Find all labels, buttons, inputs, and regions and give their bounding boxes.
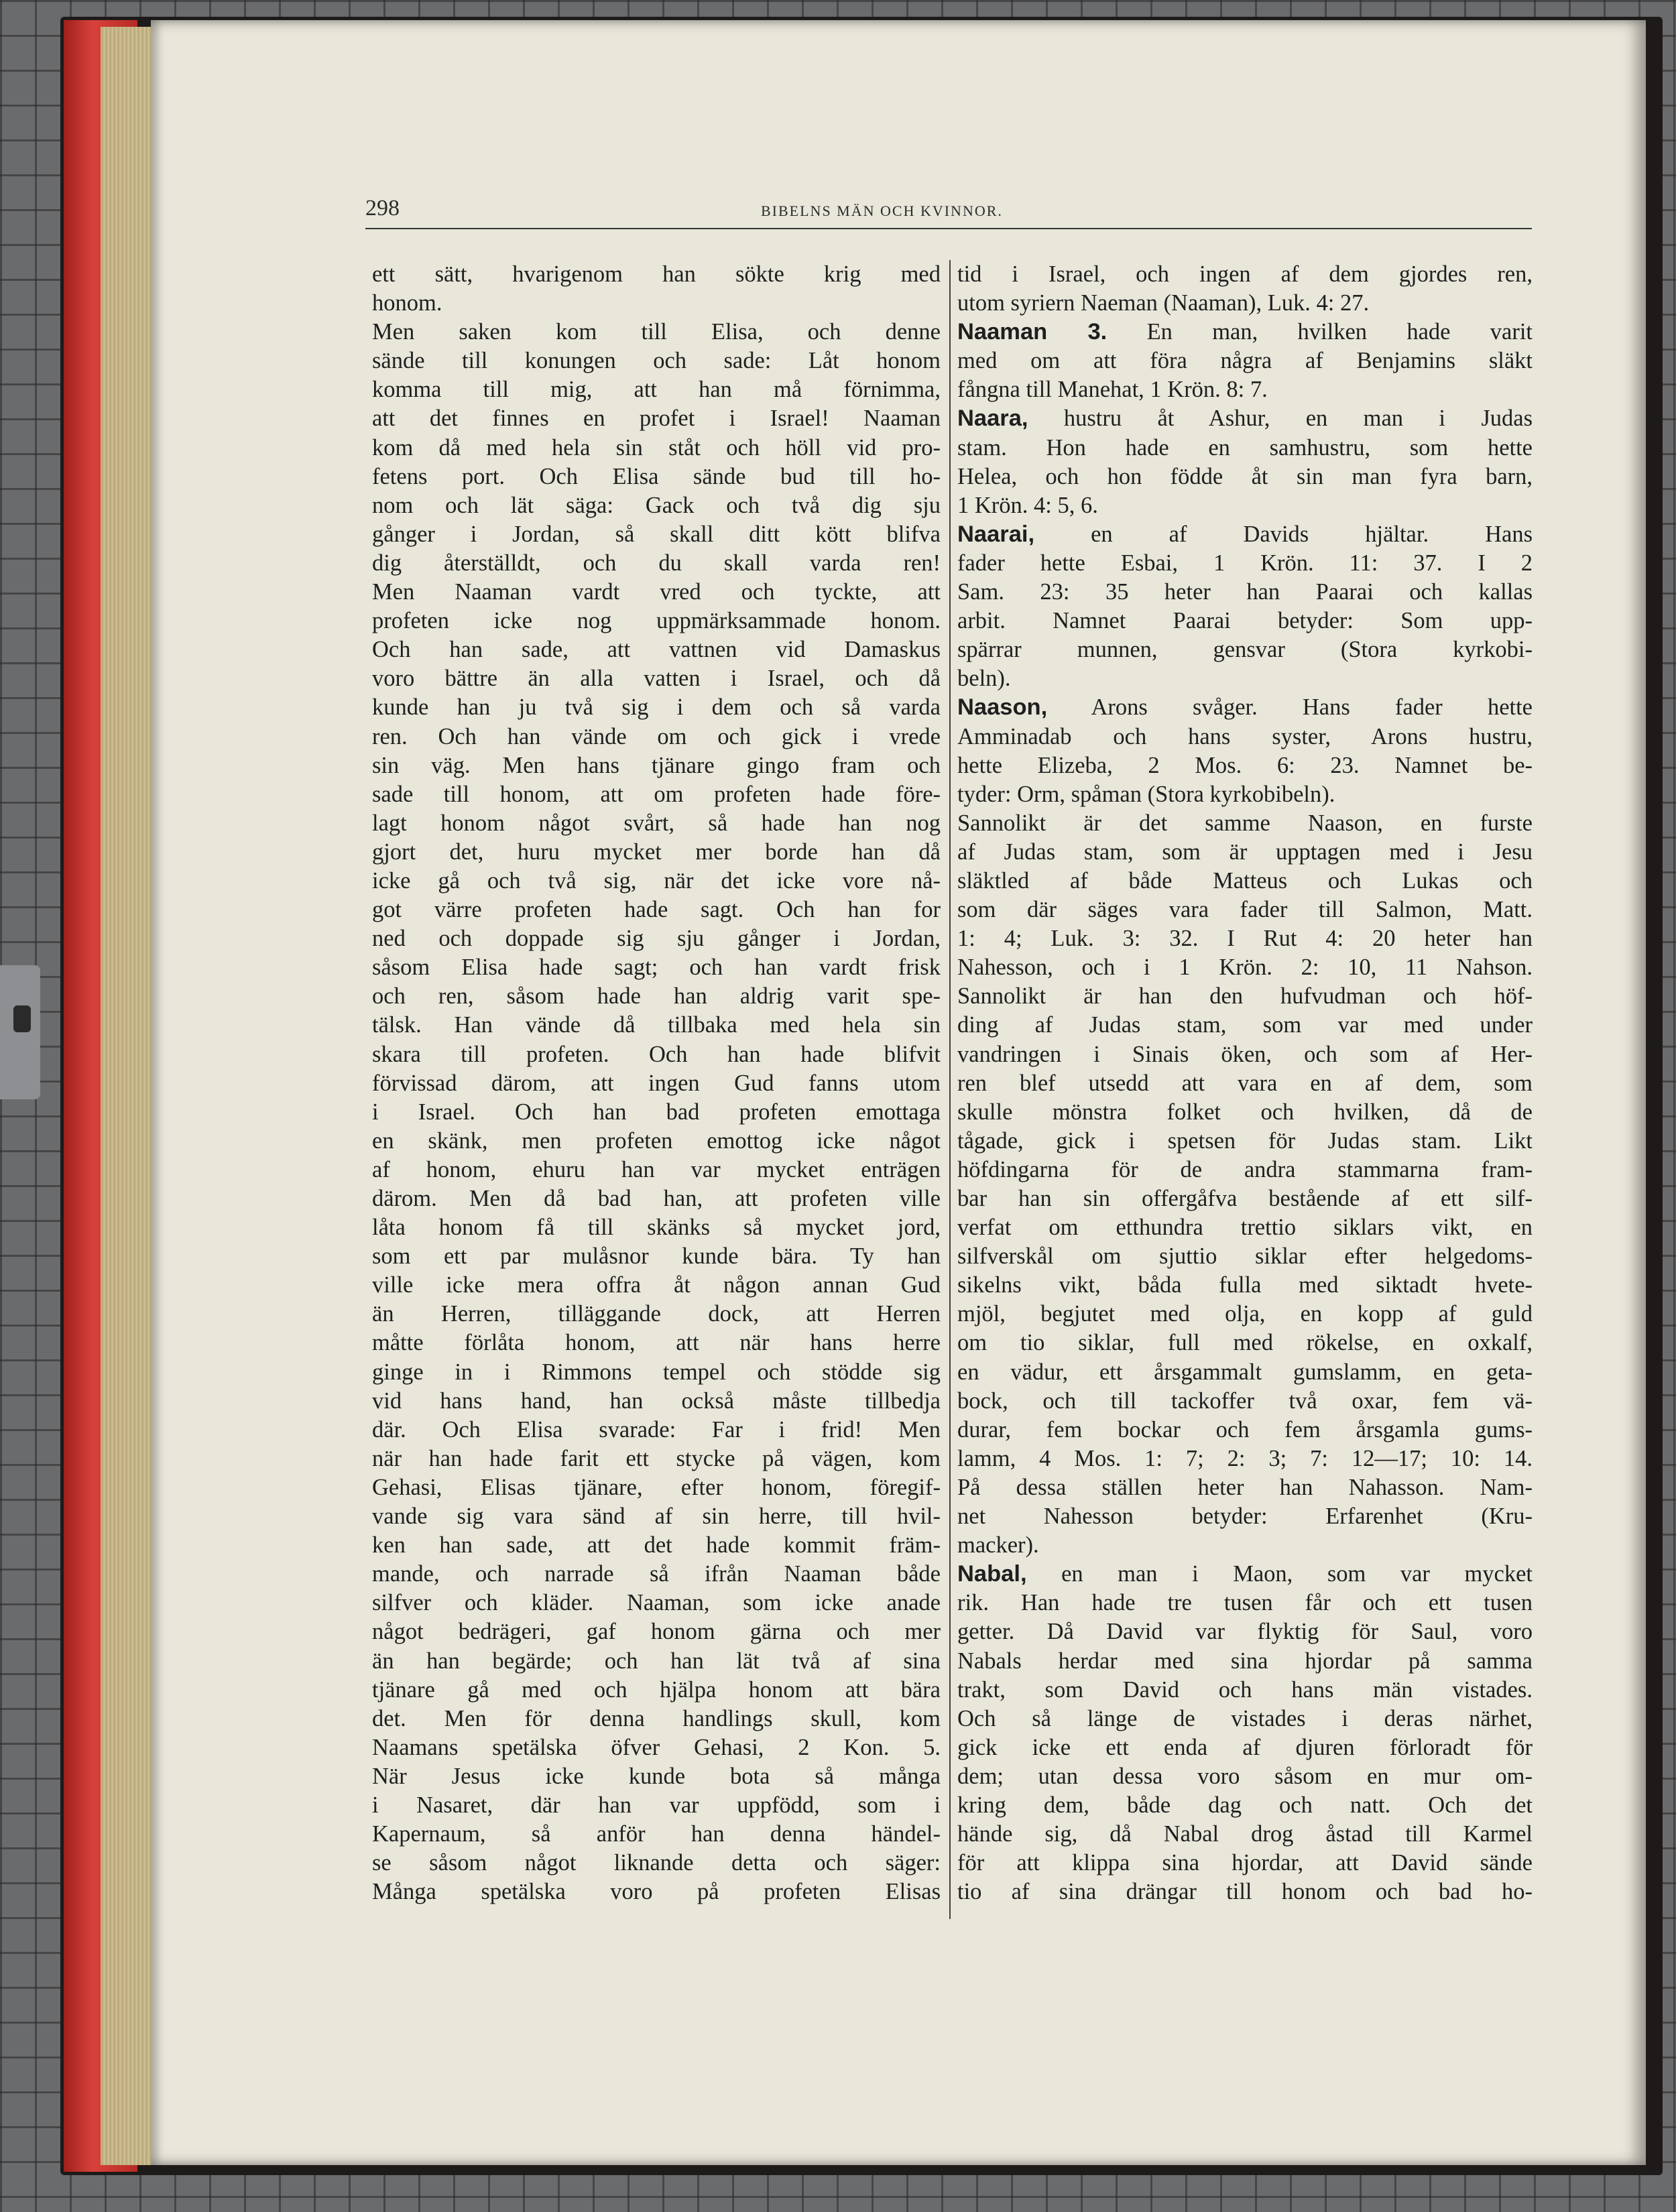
line-text: i Israel. Och han bad profeten emottaga [372,1099,941,1125]
line-text: sade till honom, att om profeten hade före- [372,781,941,807]
text-line [957,375,1533,404]
line-text: komma till mig, att han må förnimma, [372,377,941,403]
line-text: Sannolikt är det samme Naason, en furste [957,810,1533,836]
text-line [957,1329,1533,1357]
line-text: som ett par mulåsnor kunde bära. Ty han [372,1243,941,1270]
text-line [957,1733,1533,1762]
line-text: Nahesson, och i 1 Krön. 2: 10, 11 Nahson. [957,955,1533,981]
left-text-column [372,260,941,1906]
line-text: Amminadab och hans syster, Arons hustru, [957,723,1533,749]
line-text: att det finnes en profet i Israel! Naaman [372,406,941,432]
text-line [372,723,941,751]
line-text: det. Men för denna handlings skull, kom [372,1705,941,1731]
line-text: tälsk. Han vände då tillbaka med hela sin [372,1012,941,1038]
text-line [957,1473,1533,1502]
text-line [372,1676,941,1705]
text-line [957,404,1533,433]
text-line [957,924,1533,953]
line-text: i Nasaret, där han var uppfödd, som i [372,1792,941,1818]
text-line [372,1040,941,1069]
line-text: Men saken kom till Elisa, och denne [372,319,941,345]
line-text: Gehasi, Elisas tjänare, efter honom, föregif- [372,1474,941,1500]
line-text: Helea, och hon födde åt sin man fyra barn, [957,463,1533,489]
text-line [372,347,941,375]
page-header [365,196,1532,229]
line-text: tio af sina drängar till honom och bad ho- [957,1879,1533,1905]
text-line [372,1617,941,1646]
text-line [957,434,1533,463]
text-line [372,1387,941,1416]
text-line [372,1156,941,1184]
entry-headword: Naarai, [957,521,1035,547]
line-text: en vädur, ett årsgammalt gumslamm, en geta- [957,1359,1533,1385]
text-line [372,1329,941,1357]
text-line [957,953,1533,982]
text-line [372,463,941,491]
line-text: gick icke ett enda af djuren förloradt för [957,1734,1533,1760]
line-text: mjöl, begjutet med olja, en kopp af guld [957,1301,1533,1327]
line-text: Naamans spetälska öfver Gehasi, 2 Kon. 5. [372,1734,941,1760]
text-line [957,1502,1533,1531]
text-line [372,1416,941,1445]
line-text: skulle mönstra folket och hvilken, då de [957,1099,1533,1125]
line-text: gjort det, huru mycket mer borde han då [372,839,941,865]
text-line [957,520,1533,549]
text-line [372,318,941,347]
text-line [372,375,941,404]
text-line [957,1011,1533,1040]
text-line [372,1069,941,1098]
text-line [957,491,1533,520]
line-text: vid hans hand, han också måste tillbedja [372,1388,941,1414]
line-text: än han begärde; och han lät två af sina [372,1648,941,1674]
text-line [372,549,941,578]
text-line [372,751,941,780]
text-line [957,1416,1533,1445]
line-text: Och så länge de vistades i deras närhet, [957,1705,1533,1731]
line-text: durar, fem bockar och fem årsgamla gums- [957,1416,1533,1442]
text-line [957,1300,1533,1329]
line-text: ding af Judas stam, som var med under [957,1012,1533,1038]
line-text: sikelns vikt, båda fulla med siktadt hvete- [957,1272,1533,1298]
line-text: ren. Och han vände om och gick i vrede [372,723,941,749]
text-line [957,1878,1533,1906]
text-line [957,693,1533,722]
line-text: tågade, gick i spetsen för Judas stam. Likt [957,1127,1533,1154]
text-line [372,664,941,693]
line-text: utom syriern Naeman (Naaman), Luk. 4: 27. [957,290,1370,316]
line-text: silfver och kläder. Naaman, som icke anade [372,1590,941,1616]
line-text: därom. Men då bad han, att profeten ville [372,1186,941,1211]
text-line [372,867,941,896]
text-line [957,1676,1533,1705]
text-line [372,1271,941,1300]
line-text: låta honom få till skänks så mycket jord, [372,1215,941,1241]
line-text: kunde han ju två sig i dem och så varda [372,694,941,721]
line-text: hette Elizeba, 2 Mos. 6: 23. Namnet be- [957,752,1533,778]
line-text: sin väg. Men hans tjänare gingo fram och [372,752,941,778]
line-text: ville icke mera offra åt någon annan Gud [372,1272,941,1298]
line-text: ken han sade, att det hade kommit främ- [372,1532,941,1558]
line-text: en man i Maon, som var mycket [1026,1561,1533,1587]
line-text: af Judas stam, som är upptagen med i Jesu [957,839,1533,865]
line-text: dig återställdt, och du skall varda ren! [372,550,941,576]
text-line [957,838,1533,867]
page-edges [101,27,154,2165]
text-line [957,1184,1533,1213]
text-line [372,578,941,607]
text-line [957,260,1533,289]
line-text: såsom Elisa hade sagt; och han vardt frisk [372,955,941,981]
line-text: för att klippa sina hjordar, att David sände [957,1850,1533,1876]
text-line [372,1531,941,1560]
text-line [372,1878,941,1906]
line-text: hustru åt Ashur, en man i Judas [1028,406,1533,432]
line-text: vande sig vara sänd af sin herre, till hvil- [372,1503,941,1530]
entry-headword: Naara, [957,406,1028,432]
text-line [957,347,1533,375]
line-text: tid i Israel, och ingen af dem gjordes ren, [957,261,1533,287]
line-text: arbit. Namnet Paarai betyder: Som upp- [957,608,1533,634]
text-line [957,1849,1533,1878]
line-text: getter. Då David var flyktig för Saul, voro [957,1619,1533,1645]
line-text: profeten icke nog uppmärksammade honom. [372,608,941,634]
text-line [372,404,941,433]
text-line [372,1127,941,1156]
text-line [957,1213,1533,1242]
line-text: silfverskål om sjuttio siklar efter helgedoms- [957,1243,1533,1270]
text-line [372,780,941,809]
text-line [957,1040,1533,1069]
line-text: Kapernaum, så anför han denna händel- [372,1821,941,1847]
text-line [372,809,941,838]
text-line [957,607,1533,635]
line-text: som där säges vara fader till Salmon, Matt. [957,897,1533,923]
text-line [372,1011,941,1040]
text-line [957,318,1533,347]
line-text: och ren, såsom hade han aldrig varit spe- [372,983,941,1009]
running-title: BIBELNS MÄN OCH KVINNOR. [761,202,1003,219]
line-text: något bedrägeri, gaf honom gärna och mer [372,1619,941,1645]
text-line [957,1271,1533,1300]
entry-headword: Naason, [957,694,1048,721]
line-text: släktled af både Matteus och Lukas och [957,867,1533,894]
text-line [372,607,941,635]
text-line [957,1358,1533,1387]
text-line [957,982,1533,1011]
text-line [957,289,1533,318]
line-text: got värre profeten hade sagt. Och han for [372,897,941,923]
line-text: vandringen i Sinais öken, och som af Her- [957,1041,1533,1067]
line-text: lamm, 4 Mos. 1: 7; 2: 3; 7: 12—17; 10: 14. [957,1445,1533,1471]
text-line [372,1242,941,1271]
text-line [372,1733,941,1762]
text-line [372,260,941,289]
line-text: hände sig, då Nabal drog åstad till Karmel [957,1821,1533,1847]
line-text: En man, hvilken hade varit [1107,319,1533,345]
text-line [372,1300,941,1329]
text-line [957,1242,1533,1271]
text-line [957,1560,1533,1589]
line-text: net Nahesson betyder: Erfarenhet (Kru- [957,1503,1533,1530]
line-text: en skänk, men profeten emottog icke något [372,1127,941,1154]
text-line [957,1617,1533,1646]
line-text: ren blef utsedd att vara en af dem, som [957,1070,1533,1096]
text-line [957,1762,1533,1791]
text-line [372,1098,941,1127]
text-line [957,1531,1533,1560]
line-text: dem; utan dessa voro såsom en mur om- [957,1763,1533,1789]
line-text: spärrar munnen, gensvar (Stora kyrkobi- [957,637,1533,663]
text-line [372,635,941,664]
text-line [957,1156,1533,1184]
line-text: Sam. 23: 35 heter han Paarai och kallas [957,579,1533,605]
text-line [957,809,1533,838]
text-line [957,1705,1533,1733]
line-text: när han hade farit ett stycke på vägen, kom [372,1445,941,1471]
line-text: Och han sade, att vattnen vid Damaskus [372,637,941,663]
text-line [957,1069,1533,1098]
line-text: se såsom något liknande detta och säger: [372,1850,941,1876]
text-line [372,838,941,867]
line-text: kring dem, både dag och natt. Och det [957,1792,1533,1818]
line-text: 1: 4; Luk. 3: 32. I Rut 4: 20 heter han [957,926,1533,952]
line-text: skara till profeten. Och han hade blifvit [372,1041,941,1067]
line-text: trakt, som David och hans män vistades. [957,1676,1533,1703]
line-text: höfdingarna för de andra stammarna fram- [957,1156,1533,1182]
line-text: beln). [957,666,1011,692]
text-line [957,1098,1533,1127]
line-text: där. Och Elisa svarade: Far i frid! Men [372,1416,941,1442]
text-line [957,751,1533,780]
text-line [957,1647,1533,1676]
line-text: bar han sin offergåfva bestående af ett silf- [957,1186,1533,1211]
text-line [957,780,1533,809]
line-text: kom då med hela sin ståt och höll vid pro- [372,434,941,460]
text-line [372,693,941,722]
text-line [372,1791,941,1820]
text-line [957,1820,1533,1849]
text-line [372,1560,941,1589]
line-text: rik. Han hade tre tusen får och ett tusen [957,1590,1533,1616]
text-line [957,635,1533,664]
line-text: om tio siklar, full med rökelse, en oxkalf, [957,1330,1533,1356]
text-line [372,1762,941,1791]
line-text: en af Davids hjältar. Hans [1034,521,1533,547]
text-line [957,549,1533,578]
line-text: bock, och till tackoffer två oxar, fem vä- [957,1388,1533,1414]
line-text: voro bättre än alla vatten i Israel, och då [372,666,941,692]
text-line [372,491,941,520]
text-line [957,867,1533,896]
text-line [372,1213,941,1242]
text-line [957,664,1533,693]
text-line [372,1445,941,1473]
page-number: 298 [365,196,400,221]
text-line [372,896,941,924]
line-text: Många spetälska voro på profeten Elisas [372,1879,941,1905]
line-text: Sannolikt är han den hufvudman och höf- [957,983,1533,1009]
text-line [372,520,941,549]
line-text: af honom, ehuru han var mycket enträgen [372,1156,941,1182]
line-text: tjänare gå med och hjälpa honom att bära [372,1676,941,1703]
text-line [372,1589,941,1617]
text-line [372,1358,941,1387]
text-line [372,1849,941,1878]
column-divider [949,260,951,1919]
line-text: honom. [372,290,442,316]
text-line [957,1445,1533,1473]
line-text: fångna till Manehat, 1 Krön. 8: 7. [957,377,1268,403]
line-text: icke gå och två sig, när det icke vore nå- [372,867,941,894]
line-text: sände till konungen och sade: Låt honom [372,348,941,374]
line-text: lagt honom något svårt, så hade han nog [372,810,941,836]
text-line [957,1791,1533,1820]
line-text: måtte förlåta honom, att när hans herre [372,1330,941,1356]
entry-headword: Nabal, [957,1561,1027,1587]
right-text-column [957,260,1533,1906]
line-text: fader hette Esbai, 1 Krön. 11: 37. I 2 [957,550,1533,576]
text-line [372,289,941,318]
text-line [957,1589,1533,1617]
text-line [372,1820,941,1849]
line-text: verfat om etthundra trettio siklars vikt, en [957,1215,1533,1241]
text-line [957,578,1533,607]
text-line [372,434,941,463]
line-text: gånger i Jordan, så skall ditt kött blifva [372,521,941,547]
line-text: På dessa ställen heter han Nahasson. Nam- [957,1474,1533,1500]
text-line [372,1705,941,1733]
line-text: Nabals herdar med sina hjordar på samma [957,1648,1533,1674]
scanner-clip [0,965,40,1099]
line-text: När Jesus icke kunde bota så många [372,1763,941,1789]
line-text: Men Naaman vardt vred och tyckte, att [372,579,941,605]
text-line [372,953,941,982]
entry-headword: Naaman 3. [957,319,1108,345]
line-text: än Herren, tilläggande dock, att Herren [372,1301,941,1327]
text-line [372,1473,941,1502]
text-line [957,723,1533,751]
line-text: mande, och narrade så ifrån Naaman både [372,1561,941,1587]
text-line [957,896,1533,924]
line-text: förvissad därom, att ingen Gud fanns utom [372,1070,941,1096]
line-text: Arons svåger. Hans fader hette [1047,694,1533,721]
line-text: med om att föra några af Benjamins släkt [957,348,1533,374]
text-line [372,1647,941,1676]
line-text: fetens port. Och Elisa sände bud till ho- [372,463,941,489]
line-text: ginge in i Rimmons tempel och stödde sig [372,1359,941,1385]
text-line [957,1387,1533,1416]
text-line [372,1502,941,1531]
text-line [957,1127,1533,1156]
text-line [372,1184,941,1213]
line-text: ned och doppade sig sju gånger i Jordan, [372,926,941,952]
text-line [957,463,1533,491]
line-text: 1 Krön. 4: 5, 6. [957,492,1098,518]
line-text: macker). [957,1532,1039,1558]
text-line [372,982,941,1011]
line-text: ett sätt, hvarigenom han sökte krig med [372,261,941,287]
line-text: nom och lät säga: Gack och två dig sju [372,492,941,518]
line-text: stam. Hon hade en samhustru, som hette [957,434,1533,460]
scanner-clip-hole [13,1005,31,1032]
line-text: tyder: Orm, spåman (Stora kyrkobibeln). [957,781,1335,807]
text-line [372,924,941,953]
